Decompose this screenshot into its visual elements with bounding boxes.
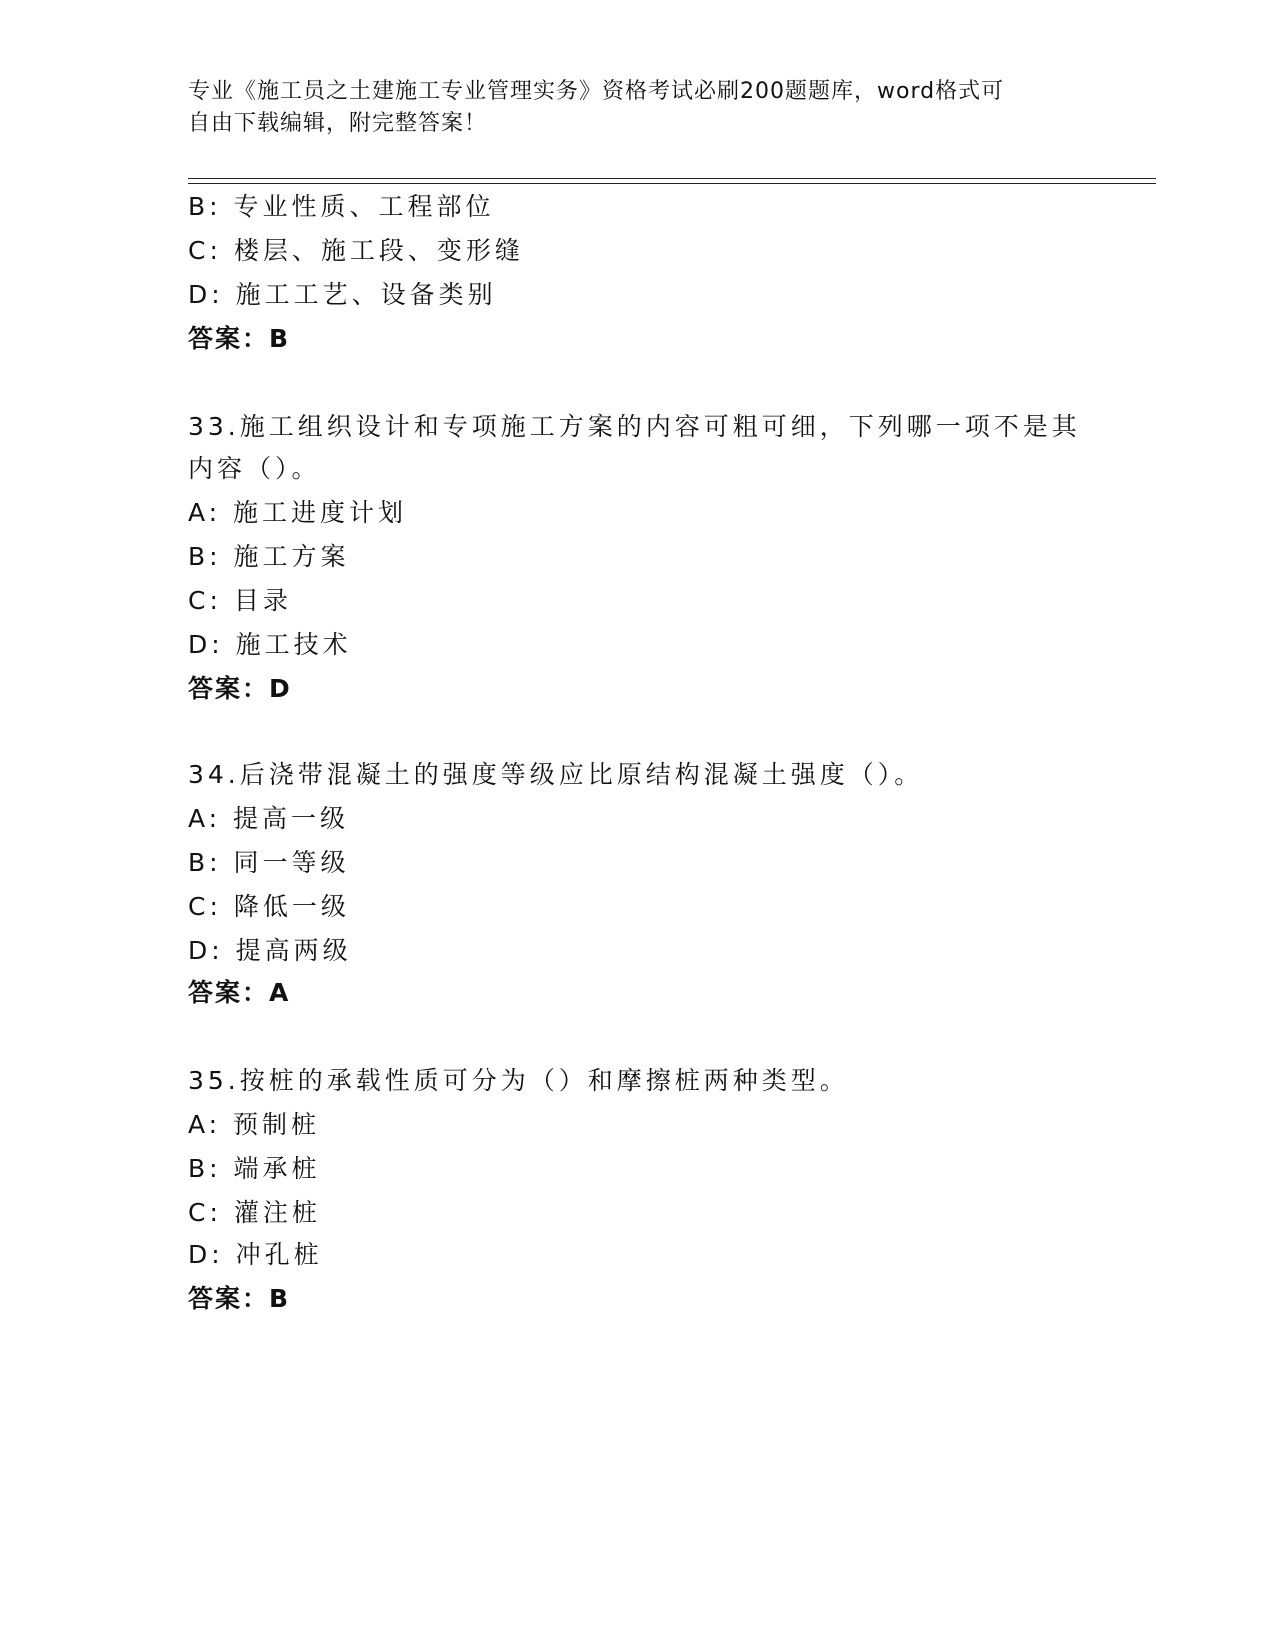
document-header [188, 76, 1068, 140]
q34-stem: 34.后浇带混凝土的强度等级应比原结构混凝土强度（）。 [188, 760, 924, 789]
q35-option-c: C: 灌注桩 [188, 1198, 321, 1227]
q32-option-d: D: 施工工艺、设备类别 [188, 280, 497, 309]
header-title-line-2: 自由下载编辑，附完整答案！ [188, 111, 488, 136]
q33-stem-line-1: 33.施工组织设计和专项施工方案的内容可粗可细，下列哪一项不是其 [188, 412, 1081, 441]
header-divider-top [188, 178, 1156, 179]
q35-answer: 答案：B [188, 1284, 291, 1313]
header-divider-bottom [188, 183, 1156, 184]
q34-option-d: D: 提高两级 [188, 936, 352, 965]
q33-option-c: C: 目录 [188, 586, 292, 615]
q32-answer: 答案：B [188, 324, 291, 353]
q33-stem-line-2: 内容（）。 [188, 454, 321, 483]
q32-option-b: B: 专业性质、工程部位 [188, 192, 495, 221]
q33-option-a: A: 施工进度计划 [188, 498, 408, 527]
q32-option-c: C: 楼层、施工段、变形缝 [188, 236, 524, 265]
q35-option-d: D: 冲孔桩 [188, 1240, 323, 1269]
q34-option-c: C: 降低一级 [188, 892, 350, 921]
header-title-line-1: 专业《施工员之土建施工专业管理实务》资格考试必刷200题题库，word格式可 [188, 79, 1005, 104]
q34-option-a: A: 提高一级 [188, 804, 350, 833]
q34-option-b: B: 同一等级 [188, 848, 350, 877]
q33-answer: 答案：D [188, 674, 292, 703]
q35-option-a: A: 预制桩 [188, 1110, 321, 1139]
q35-option-b: B: 端承桩 [188, 1154, 321, 1183]
q33-option-b: B: 施工方案 [188, 542, 350, 571]
q33-option-d: D: 施工技术 [188, 630, 352, 659]
q34-answer: 答案：A [188, 978, 291, 1007]
q35-stem: 35.按桩的承载性质可分为（）和摩擦桩两种类型。 [188, 1066, 849, 1095]
